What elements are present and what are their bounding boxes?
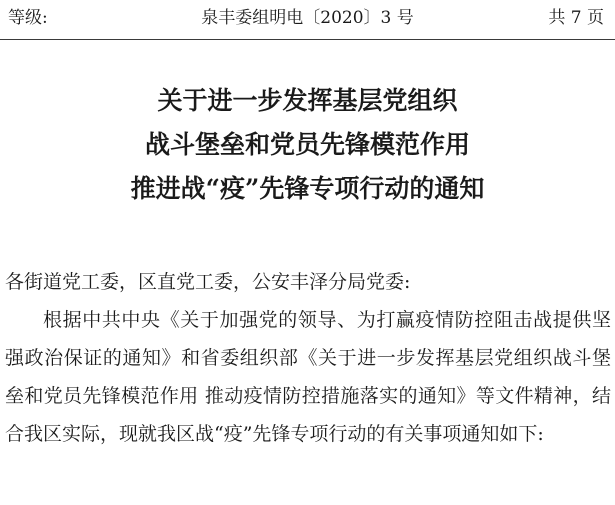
title-line-1: 关于进一步发挥基层党组织 — [157, 86, 458, 115]
salutation: 各街道党工委，区直党工委，公安丰泽分局党委: — [5, 271, 411, 293]
document-body — [5, 263, 611, 453]
document-number: 泉丰委组明电〔2020〕3 号 — [201, 8, 414, 28]
page-count: 共 7 页 — [548, 8, 604, 28]
title-line-3: 推进战“疫”先锋专项行动的通知 — [130, 174, 485, 203]
document-header — [0, 0, 615, 42]
document-title — [0, 79, 615, 211]
body-paragraph: 根据中共中央《关于加强党的领导、为打赢疫情防控阻击战提供坚强政治保证的通知》和省委组织部《关于进一步发挥基层党组织战斗堡垒和党员先锋模范作用 推动疫情防控措施落实的通知》等文件精神，结合我区实际，现就我区战“疫”先锋专项行动的有关事项通知如下: — [5, 309, 611, 445]
title-line-2: 战斗堡垒和党员先锋模范作用 — [144, 130, 470, 159]
urgency-level-label: 等级: — [8, 8, 48, 28]
header-divider — [0, 39, 615, 40]
